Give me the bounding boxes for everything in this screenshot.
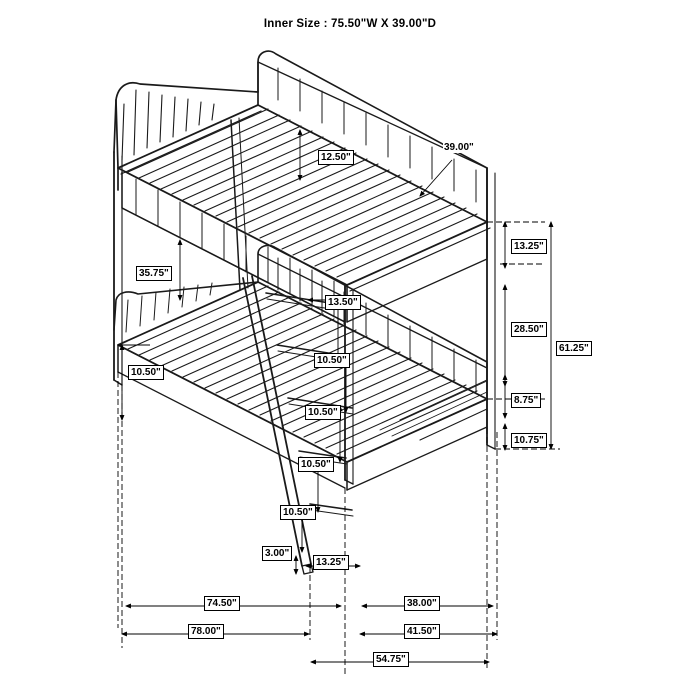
dim-rung-2: 10.50" — [305, 405, 341, 420]
dim-top-rail-height: 13.25" — [511, 239, 547, 254]
dim-bed-depth-span: 38.00" — [404, 596, 440, 611]
dim-lower-deck: 10.50" — [128, 365, 164, 380]
dim-ladder-base: 13.25" — [313, 555, 349, 570]
dim-rung-1: 10.50" — [314, 353, 350, 368]
dim-footprint-diag: 54.75" — [373, 652, 409, 667]
dim-rung-3: 10.50" — [298, 457, 334, 472]
dim-rung-4: 10.50" — [280, 505, 316, 520]
dim-total-height: 61.25" — [556, 341, 592, 356]
dim-post-upper-clear: 35.75" — [136, 266, 172, 281]
dim-depth: 39.00" — [444, 142, 474, 153]
dim-floor-clearance: 10.75" — [511, 433, 547, 448]
dim-mattress-width-top: 12.50" — [318, 150, 354, 165]
dim-ladder-offset: 13.50" — [325, 295, 361, 310]
dim-between-bunks: 28.50" — [511, 322, 547, 337]
dim-depth-outer: 41.50" — [404, 624, 440, 639]
page-title: Inner Size : 75.50"W X 39.00"D — [263, 18, 437, 30]
dim-ladder-foot: 3.00" — [262, 546, 292, 561]
dim-lower-rail: 8.75" — [511, 393, 541, 408]
dim-bed-length-outer: 78.00" — [188, 624, 224, 639]
dim-bed-length-inner: 74.50" — [204, 596, 240, 611]
